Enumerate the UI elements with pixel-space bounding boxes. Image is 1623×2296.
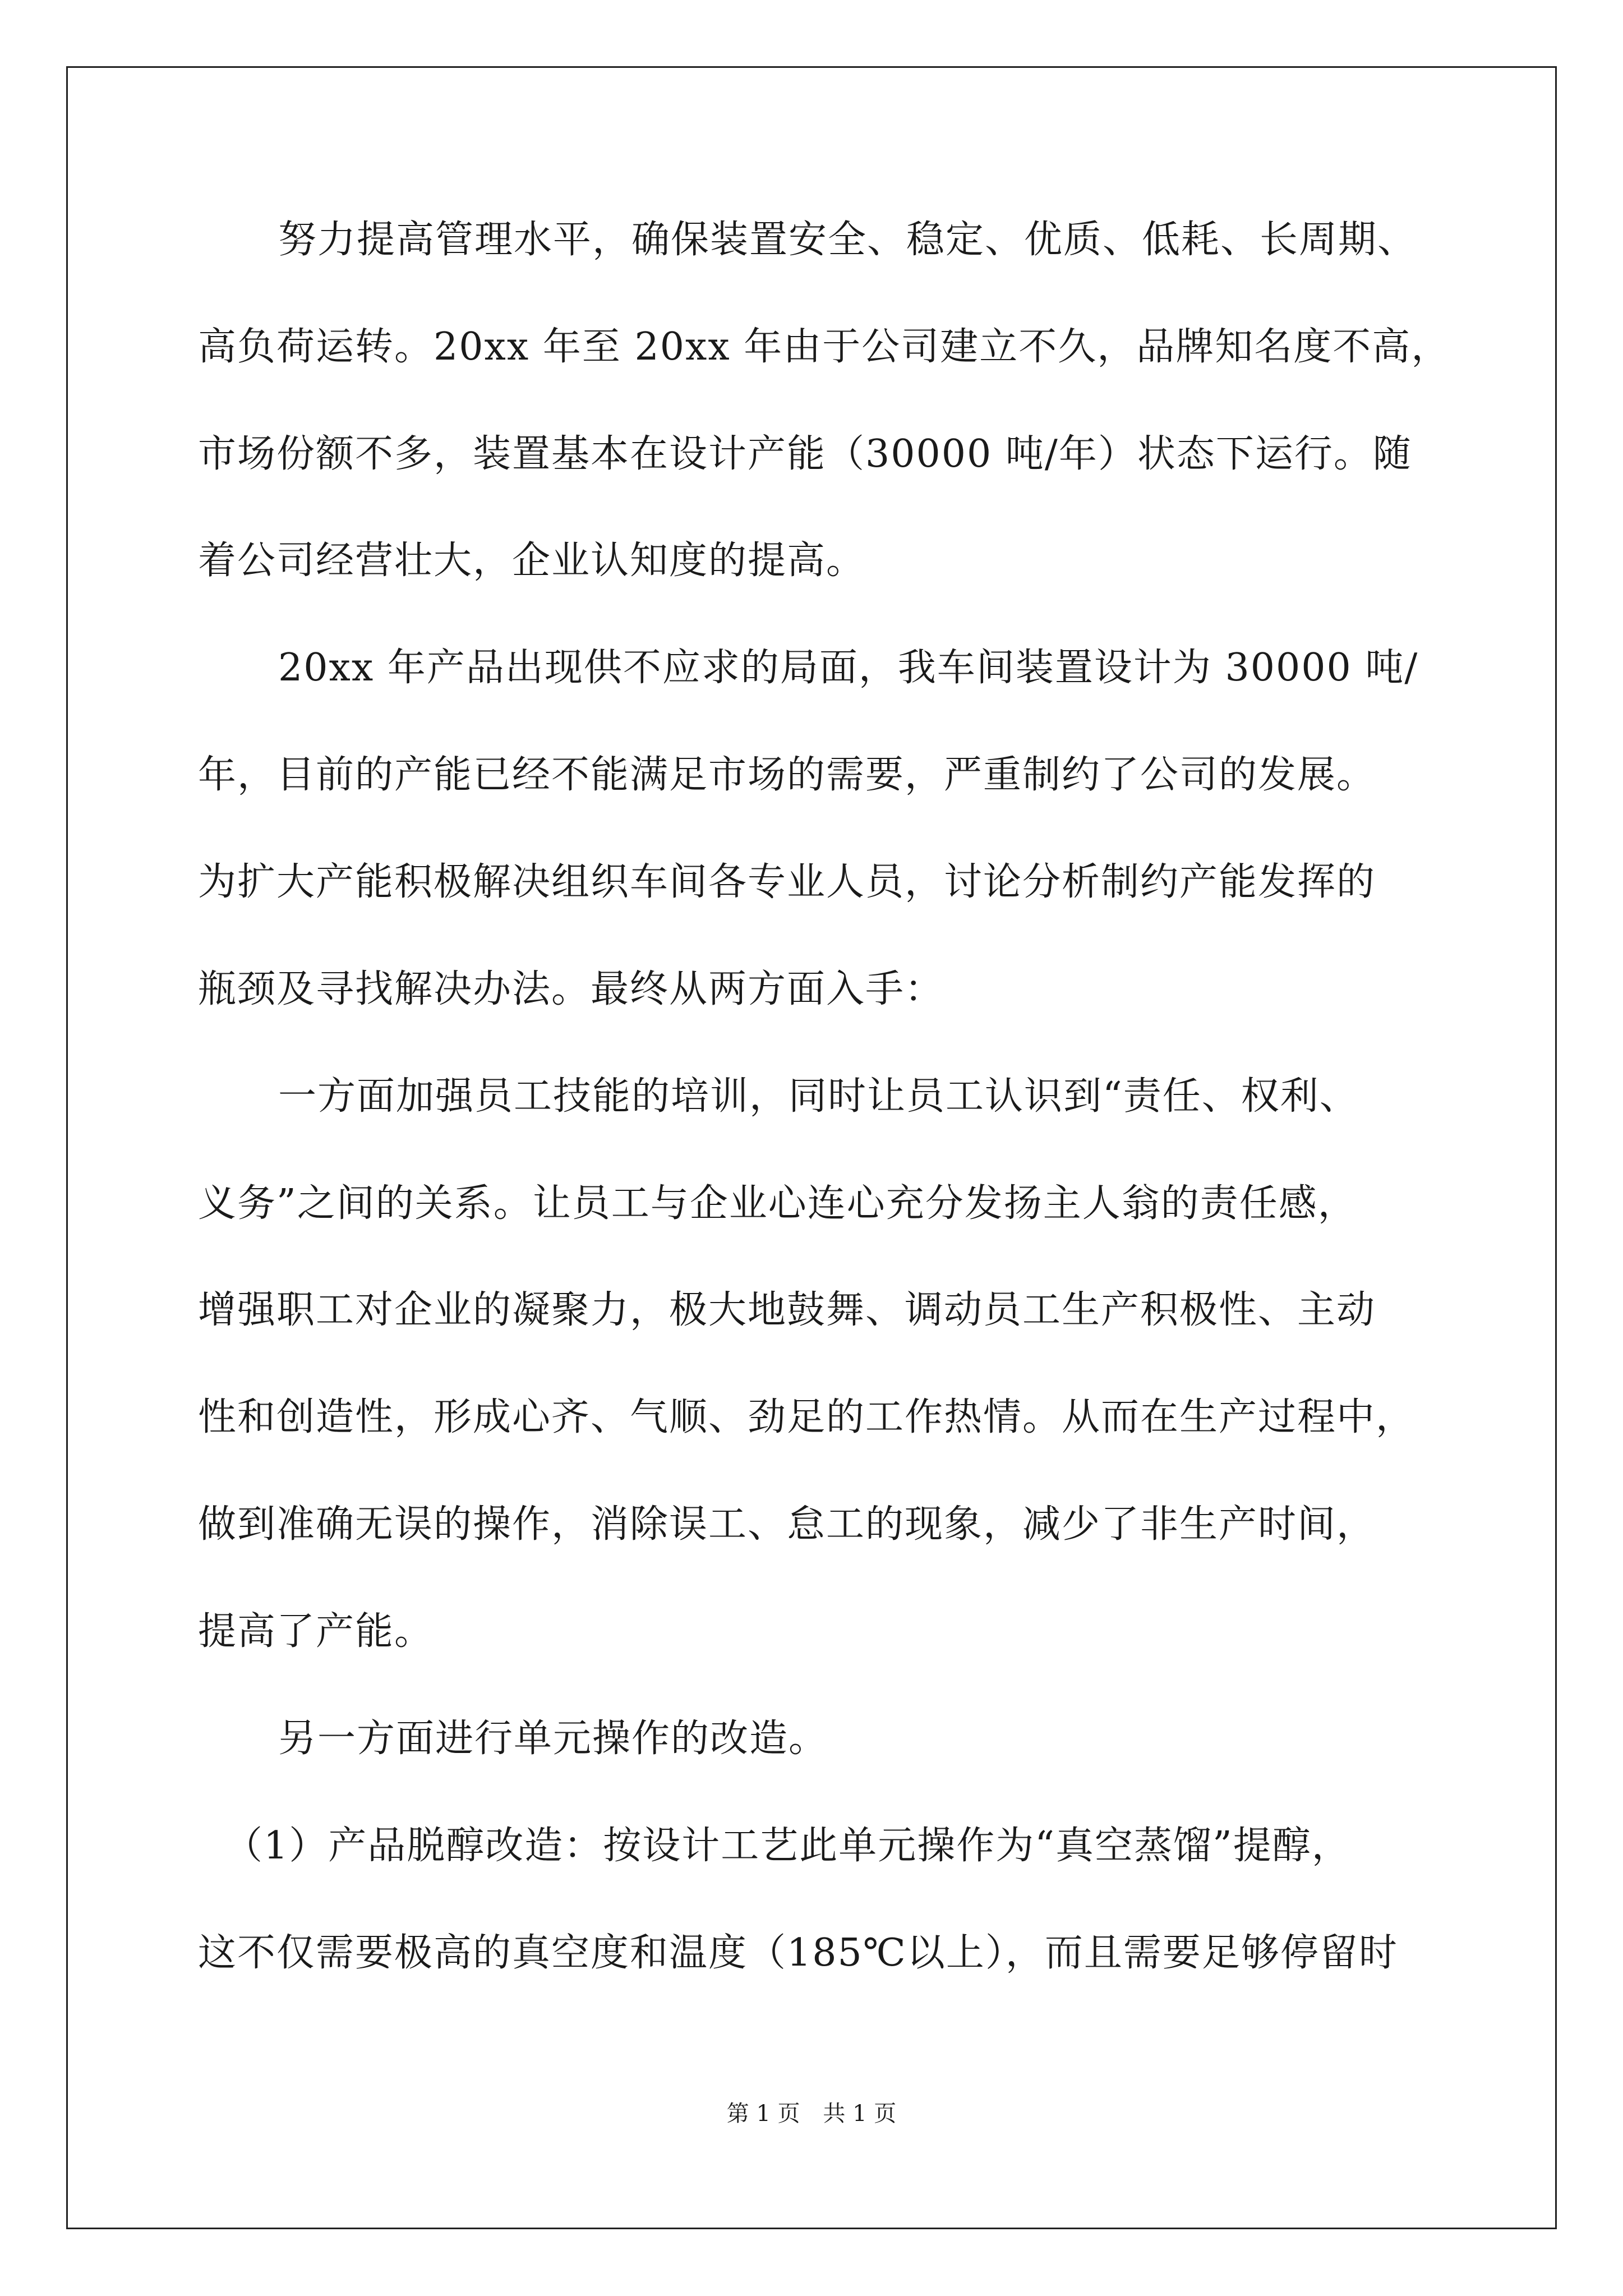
page-footer [0, 2096, 1623, 2128]
text-line: （1）产品脱醇改造：按设计工艺此单元操作为“真空蒸馏”提醇， [224, 1824, 1351, 1868]
page-border [66, 66, 1557, 2229]
text-line: 为扩大产能积极解决组织车间各专业人员，讨论分析制约产能发挥的 [198, 860, 1376, 904]
page-total: 共 1 页 [823, 2101, 897, 2127]
text-line: 努力提高管理水平，确保装置安全、稳定、优质、低耗、长周期、 [278, 218, 1417, 262]
page-number: 第 1 页 [726, 2101, 800, 2127]
text-line: 高负荷运转。20xx 年至 20xx 年由于公司建立不久，品牌知名度不高， [198, 325, 1451, 369]
text-line: 另一方面进行单元操作的改造。 [278, 1717, 828, 1761]
text-line: 市场份额不多，装置基本在设计产能（30000 吨/年）状态下运行。随 [198, 432, 1412, 476]
text-line: 义务”之间的关系。让员工与企业心连心充分发扬主人翁的责任感， [198, 1181, 1357, 1226]
text-line: 性和创造性，形成心齐、气顺、劲足的工作热情。从而在生产过程中， [198, 1395, 1415, 1439]
text-line: 一方面加强员工技能的培训，同时让员工认识到“责任、权利、 [278, 1074, 1359, 1119]
text-line: 着公司经营壮大，企业认知度的提高。 [198, 539, 866, 583]
text-line: 瓶颈及寻找解决办法。最终从两方面入手： [198, 967, 944, 1011]
text-line: 做到准确无误的操作，消除误工、怠工的现象，减少了非生产时间， [198, 1502, 1376, 1547]
text-line: 年，目前的产能已经不能满足市场的需要，严重制约了公司的发展。 [198, 753, 1376, 797]
text-line: 20xx 年产品出现供不应求的局面，我车间装置设计为 30000 吨/ [278, 646, 1419, 690]
text-line: 这不仅需要极高的真空度和温度（185℃以上），而且需要足够停留时 [198, 1931, 1398, 1975]
text-line: 提高了产能。 [198, 1609, 434, 1654]
text-line: 增强职工对企业的凝聚力，极大地鼓舞、调动员工生产积极性、主动 [198, 1288, 1376, 1332]
